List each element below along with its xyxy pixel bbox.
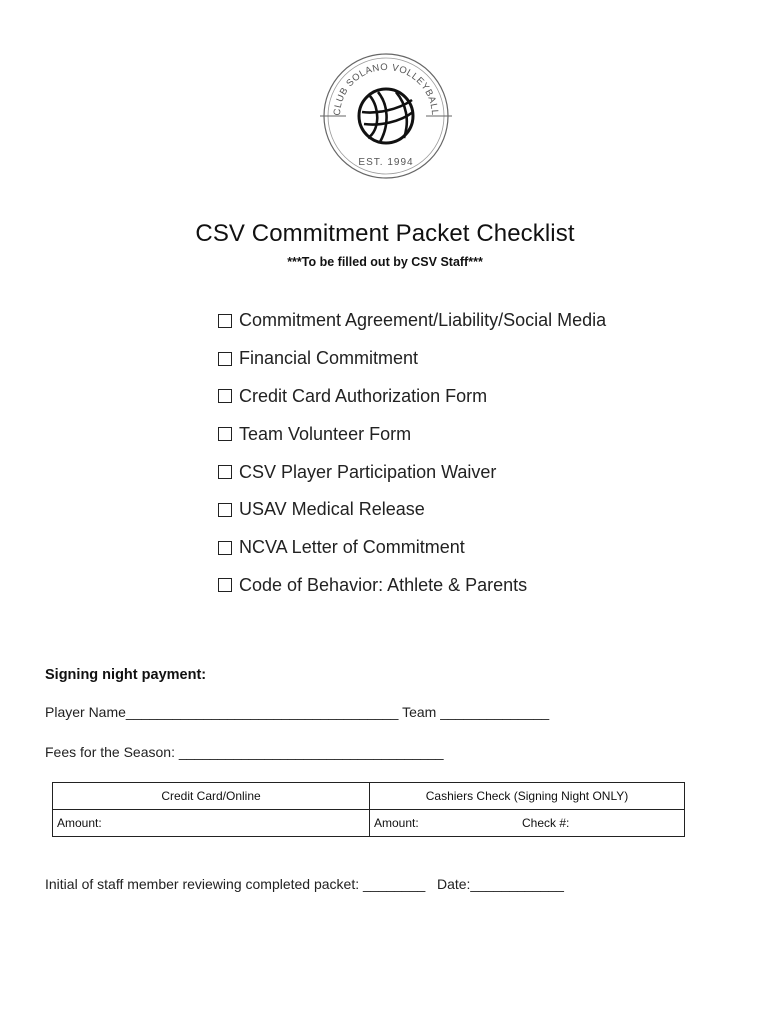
checklist-label: Credit Card Authorization Form [239, 385, 488, 406]
checkbox[interactable] [218, 503, 232, 517]
checklist-label: Financial Commitment [239, 348, 419, 369]
club-logo [318, 52, 454, 180]
checkbox[interactable] [218, 578, 232, 592]
credit-card-header: Credit Card/Online [53, 783, 370, 810]
credit-card-amount-field[interactable]: Amount: [53, 810, 370, 837]
check-number-label: Check #: [522, 816, 570, 830]
checklist-label: Team Volunteer Form [239, 423, 412, 444]
logo-club-name: CLUB SOLANO VOLLEYBALL [331, 61, 441, 117]
volleyball-icon [359, 89, 413, 143]
checklist-item[interactable] [218, 340, 606, 378]
checkbox[interactable] [218, 541, 232, 555]
checklist-label: NCVA Letter of Commitment [239, 537, 465, 558]
checklist-label: Commitment Agreement/Liability/Social Media [239, 310, 607, 331]
payment-table [52, 782, 685, 837]
checklist-item[interactable] [218, 567, 606, 605]
checkbox[interactable] [218, 465, 232, 479]
checklist-label: Code of Behavior: Athlete & Parents [239, 574, 528, 595]
cashiers-check-cell[interactable] [370, 810, 685, 837]
checklist-item[interactable] [218, 415, 606, 453]
checklist-item[interactable] [218, 529, 606, 567]
checklist-label: CSV Player Participation Waiver [239, 461, 497, 482]
checkbox[interactable] [218, 427, 232, 441]
page-subtitle: ***To be filled out by CSV Staff*** [287, 255, 483, 269]
checklist-item[interactable] [218, 491, 606, 529]
checkbox[interactable] [218, 389, 232, 403]
fees-line[interactable]: Fees for the Season: __________________________________ [45, 744, 444, 760]
checklist-item[interactable] [218, 302, 606, 340]
player-team-line[interactable]: Player Name___________________________________ Team ______________ [45, 704, 550, 720]
check-amount-label: Amount: [374, 816, 419, 830]
staff-initial-line[interactable]: Initial of staff member reviewing completed packet: ________ Date:____________ [45, 876, 564, 892]
checklist-item[interactable] [218, 453, 606, 491]
packet-checklist [218, 302, 606, 604]
checklist-label: USAV Medical Release [239, 499, 425, 520]
logo-est: EST. 1994 [358, 157, 414, 168]
cashiers-check-header: Cashiers Check (Signing Night ONLY) [370, 783, 685, 810]
page-title: CSV Commitment Packet Checklist [195, 220, 575, 247]
payment-heading: Signing night payment: [45, 667, 207, 683]
checklist-item[interactable] [218, 378, 606, 416]
checkbox[interactable] [218, 314, 232, 328]
checkbox[interactable] [218, 352, 232, 366]
